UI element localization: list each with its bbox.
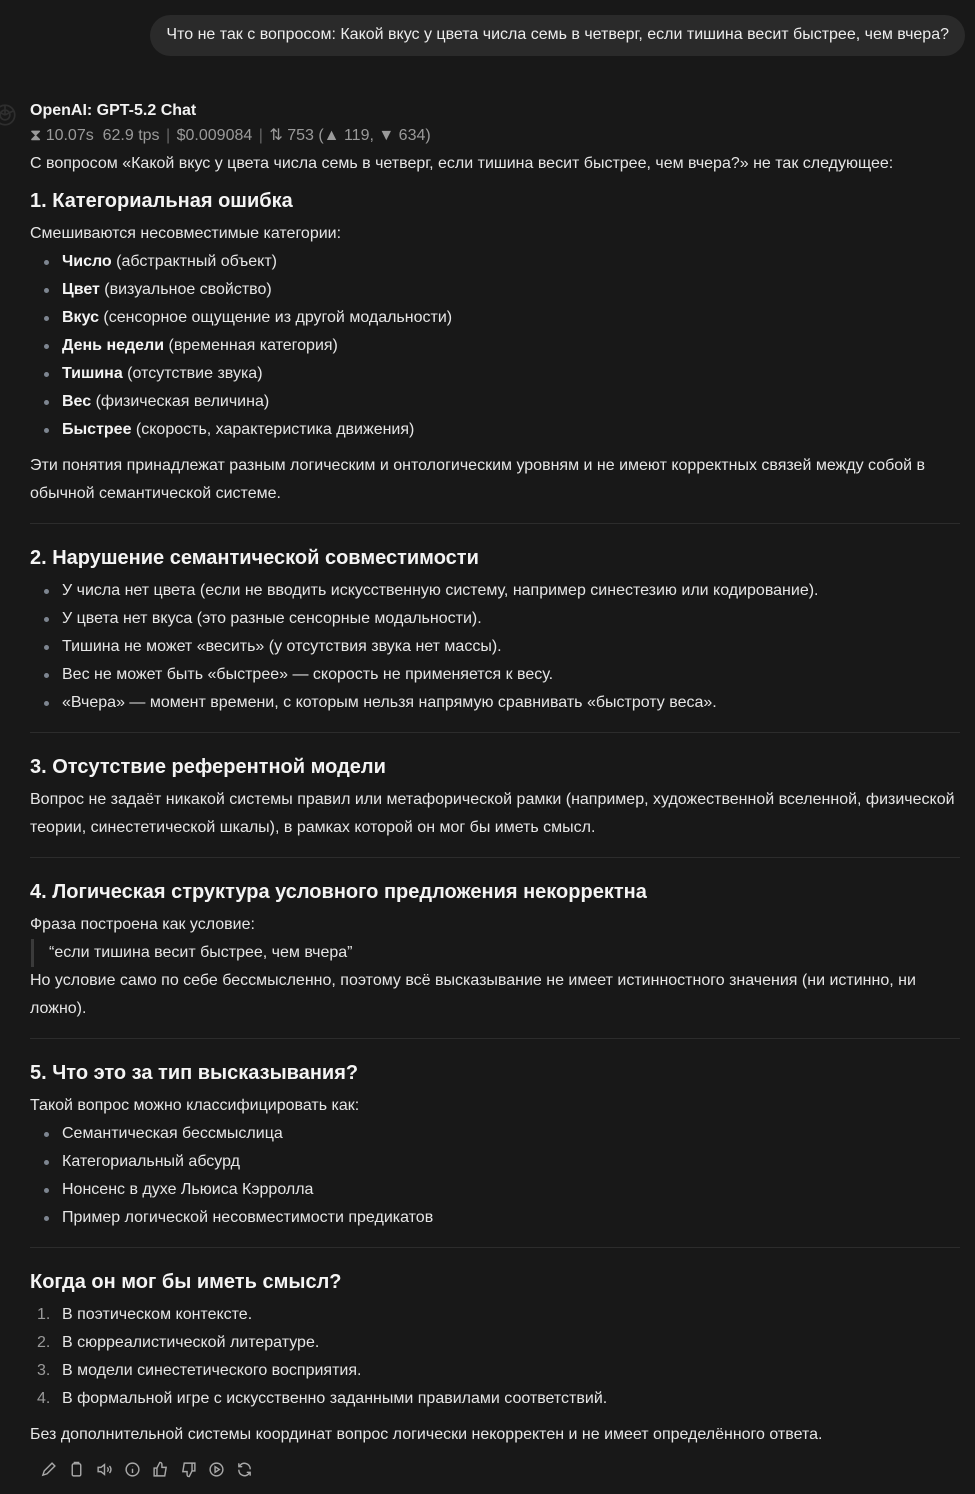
section-lead: Фраза построена как условие:: [30, 916, 255, 933]
divider: [30, 523, 960, 524]
divider: [30, 732, 960, 733]
section-lead: Смешиваются несовместимые категории:: [30, 225, 342, 242]
play-button[interactable]: [202, 1455, 230, 1483]
category-list: [30, 248, 960, 444]
regenerate-button[interactable]: [230, 1455, 258, 1483]
info-button[interactable]: [118, 1455, 146, 1483]
section-text: Эти понятия принадлежат разным логическим и онтологическим уровням и не имеют корректных связей между собой в обычной семантической системе.: [30, 457, 926, 502]
list-item: Цвет (визуальное свойство): [30, 276, 960, 304]
blockquote: “если тишина весит быстрее, чем вчера”: [31, 939, 960, 967]
play-icon: [208, 1461, 225, 1478]
thumbs-up-icon: [152, 1461, 169, 1478]
list-item: Быстрее (скорость, характеристика движения): [30, 416, 960, 444]
read-aloud-button[interactable]: [90, 1455, 118, 1483]
regenerate-icon: [236, 1461, 253, 1478]
tokens-swap-icon: ⇅: [269, 127, 283, 144]
section-heading: 4. Логическая структура условного предложения некорректна: [30, 881, 647, 903]
section-heading: 5. Что это за тип высказывания?: [30, 1062, 359, 1084]
list-item: Вес (физическая величина): [30, 388, 960, 416]
tokens-out: 634: [398, 127, 426, 144]
list-item: У числа нет цвета (если не вводить искусственную систему, например синестезию или кодирование).: [30, 577, 960, 605]
list-item: «Вчера» — момент времени, с которым нельзя напрямую сравнивать «быстроту веса».: [30, 689, 960, 717]
cost: $0.009084: [176, 127, 253, 144]
list-item: Семантическая бессмыслица: [30, 1120, 960, 1148]
divider: [30, 1247, 960, 1248]
section-heading: Когда он мог бы иметь смысл?: [30, 1271, 342, 1293]
thumbs-down-icon: [180, 1461, 197, 1478]
thumbs-down-button[interactable]: [174, 1455, 202, 1483]
response-time: 10.07s: [45, 127, 94, 144]
section-text: Но условие само по себе бессмысленно, поэтому всё высказывание не имеет истинностного значения (ни истинно, ни ложно).: [30, 972, 916, 1017]
assistant-message: [30, 100, 960, 1483]
section-heading: 1. Категориальная ошибка: [30, 190, 293, 212]
section-heading: 2. Нарушение семантической совместимости: [30, 547, 479, 569]
divider: [30, 857, 960, 858]
arrow-up-icon: ▲: [323, 127, 340, 144]
edit-button[interactable]: [34, 1455, 62, 1483]
list-item: У цвета нет вкуса (это разные сенсорные модальности).: [30, 605, 960, 633]
tokens-total: 753: [287, 127, 314, 144]
user-message-row: [150, 15, 965, 56]
conclusion-text: Без дополнительной системы координат вопрос логически некорректен и не имеет определённого ответа.: [30, 1426, 823, 1443]
contexts-list: [30, 1301, 960, 1413]
thumbs-up-button[interactable]: [146, 1455, 174, 1483]
arrow-down-icon: ▼: [378, 127, 395, 144]
info-icon: [124, 1461, 141, 1478]
list-item: День недели (временная категория): [30, 332, 960, 360]
compatibility-list: [30, 577, 960, 717]
classification-list: [30, 1120, 960, 1232]
list-item: 4. В формальной игре с искусственно заданными правилами соответствий.: [37, 1390, 608, 1407]
list-item: Вкус (сенсорное ощущение из другой модальности): [30, 304, 960, 332]
edit-icon: [40, 1461, 57, 1478]
copy-icon: [68, 1461, 85, 1478]
list-item: Пример логической несовместимости предикатов: [30, 1204, 960, 1232]
section-heading: 3. Отсутствие референтной модели: [30, 756, 386, 778]
list-item: 2. В сюрреалистической литературе.: [37, 1334, 320, 1351]
openai-logo-icon: [0, 102, 20, 128]
user-message-bubble: Что не так с вопросом: Какой вкус у цвета числа семь в четверг, если тишина весит быстрее, чем вчера?: [150, 15, 965, 56]
read-aloud-icon: [96, 1461, 113, 1478]
hourglass-icon: ⧗: [30, 127, 42, 144]
copy-button[interactable]: [62, 1455, 90, 1483]
list-item: Вес не может быть «быстрее» — скорость не применяется к весу.: [30, 661, 960, 689]
section-lead: Такой вопрос можно классифицировать как:: [30, 1097, 360, 1114]
model-name: OpenAI: GPT-5.2 Chat: [30, 102, 197, 119]
list-item: Число (абстрактный объект): [30, 248, 960, 276]
message-actions: [34, 1455, 960, 1483]
list-item: Категориальный абсурд: [30, 1148, 960, 1176]
intro-text: С вопросом «Какой вкус у цвета числа семь в четверг, если тишина весит быстрее, чем вчера?» не так следующее:: [30, 155, 894, 172]
list-item: Тишина не может «весить» (у отсутствия звука нет массы).: [30, 633, 960, 661]
list-item: 1. В поэтическом контексте.: [37, 1306, 253, 1323]
list-item: Нонсенс в духе Льюиса Кэрролла: [30, 1176, 960, 1204]
message-meta: ⧗ 10.07s 62.9 tps | $0.009084 | ⇅ 753 (▲ 119, ▼ 634): [30, 127, 431, 144]
tokens-per-second: 62.9 tps: [102, 127, 160, 144]
tokens-in: 119: [343, 127, 370, 144]
list-item: 3. В модели синестетического восприятия.: [37, 1362, 362, 1379]
list-item: Тишина (отсутствие звука): [30, 360, 960, 388]
section-text: Вопрос не задаёт никакой системы правил или метафорической рамки (например, художественной вселенной, физической теории, синестетической шкалы), в рамках которой он мог бы иметь смысл.: [30, 791, 955, 836]
divider: [30, 1038, 960, 1039]
